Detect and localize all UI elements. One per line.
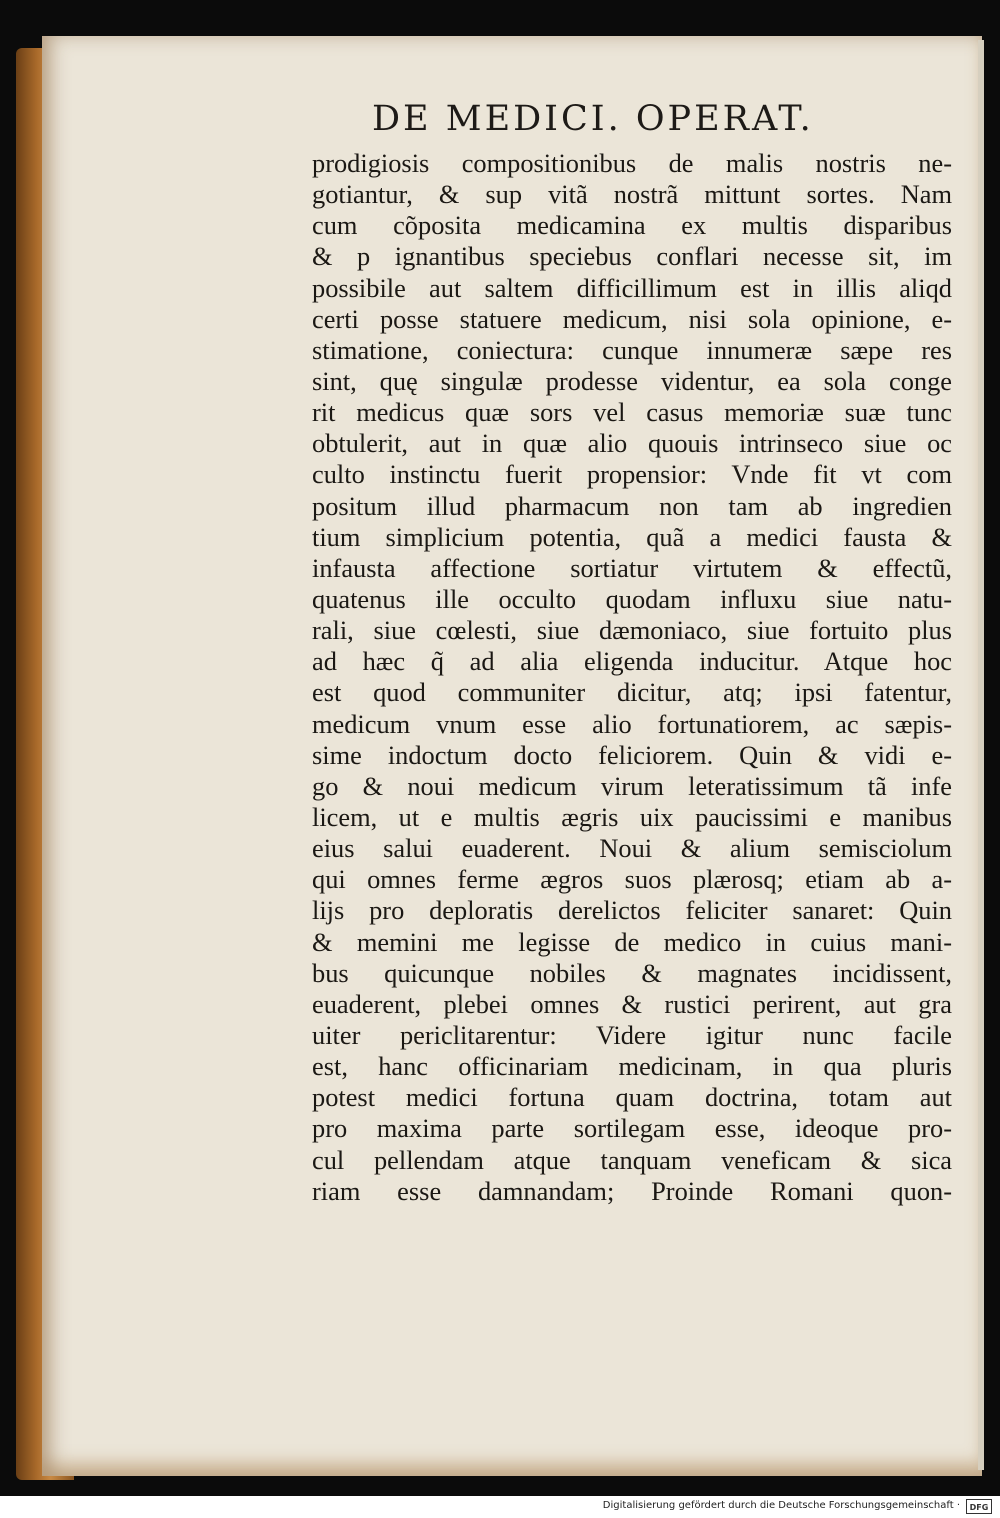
text-line: possibile aut saltem difficillimum est in illis aliqd bbox=[312, 272, 952, 303]
text-line: cul pellendam atque tanquam veneficam & sica bbox=[312, 1144, 952, 1175]
text-line: riam esse damnandam; Proinde Romani quon- bbox=[312, 1175, 952, 1206]
text-line: rit medicus quæ sors vel casus memoriæ suæ tunc bbox=[312, 397, 952, 428]
text-line: quatenus ille occulto quodam influxu siue natu- bbox=[312, 583, 952, 614]
text-line: positum illud pharmacum non tam ab ingredien bbox=[312, 490, 952, 521]
text-line: go & noui medicum virum leteratissimum tã infe bbox=[312, 770, 952, 801]
text-line: est, hanc officinariam medicinam, in qua pluris bbox=[312, 1051, 952, 1082]
running-title: DE MEDICI. OPERAT. bbox=[372, 99, 814, 139]
text-line: uiter periclitarentur: Videre igitur nunc facile bbox=[312, 1019, 952, 1050]
text-line: ad hæc q̃ ad alia eligenda inducitur. Atque hoc bbox=[312, 646, 952, 677]
text-line: medicum vnum esse alio fortunatiorem, ac sæpis- bbox=[312, 708, 952, 739]
text-line: sime indoctum docto feliciorem. Quin & vidi e- bbox=[312, 739, 952, 770]
text-line: obtulerit, aut in quæ alio quouis intrinseco siue oc bbox=[312, 428, 952, 459]
text-line: & memini me legisse de medico in cuius mani- bbox=[312, 926, 952, 957]
text-line: culto instinctu fuerit propensior: Vnde fit vt com bbox=[312, 459, 952, 490]
text-line: gotiantur, & sup vitã nostrã mittunt sortes. Nam bbox=[312, 179, 952, 210]
body-text bbox=[312, 148, 952, 1207]
footer-bar bbox=[0, 1496, 1000, 1518]
text-line: eius salui euaderent. Noui & alium semisciolum bbox=[312, 833, 952, 864]
text-line: lijs pro deploratis derelictos feliciter sanaret: Quin bbox=[312, 895, 952, 926]
text-line: prodigiosis compositionibus de malis nostris ne- bbox=[312, 148, 952, 178]
text-line: & p ignantibus speciebus conflari necesse sit, im bbox=[312, 241, 952, 272]
page-right-edge bbox=[978, 40, 984, 1470]
digitization-credit: Digitalisierung gefördert durch die Deutsche Forschungsgemeinschaft · bbox=[602, 1500, 960, 1511]
text-line: cum cõposita medicamina ex multis disparibus bbox=[312, 210, 952, 241]
text-line: pro maxima parte sortilegam esse, ideoque pro- bbox=[312, 1113, 952, 1144]
text-line: stimatione, coniectura: cunque innumeræ sæpe res bbox=[312, 334, 952, 365]
text-line: potest medici fortuna quam doctrina, totam aut bbox=[312, 1082, 952, 1113]
text-line: bus quicunque nobiles & magnates incidissent, bbox=[312, 957, 952, 988]
text-line: certi posse statuere medicum, nisi sola opinione, e- bbox=[312, 303, 952, 334]
text-line: qui omnes ferme ægros suos plærosq; etiam ab a- bbox=[312, 864, 952, 895]
text-line: licem, ut e multis ægris uix paucissimi e manibus bbox=[312, 801, 952, 832]
text-line: infausta affectione sortiatur virtutem & effectũ, bbox=[312, 552, 952, 583]
text-line: sint, quę singulæ prodesse videntur, ea sola conge bbox=[312, 365, 952, 396]
dfg-logo: DFG bbox=[966, 1499, 992, 1514]
text-line: rali, siue cœlesti, siue dæmoniaco, siue fortuito plus bbox=[312, 615, 952, 646]
text-line: est quod communiter dicitur, atq; ipsi fatentur, bbox=[312, 677, 952, 708]
text-line: tium simplicium potentia, quã a medici fausta & bbox=[312, 521, 952, 552]
text-line: euaderent, plebei omnes & rustici perirent, aut gra bbox=[312, 988, 952, 1019]
